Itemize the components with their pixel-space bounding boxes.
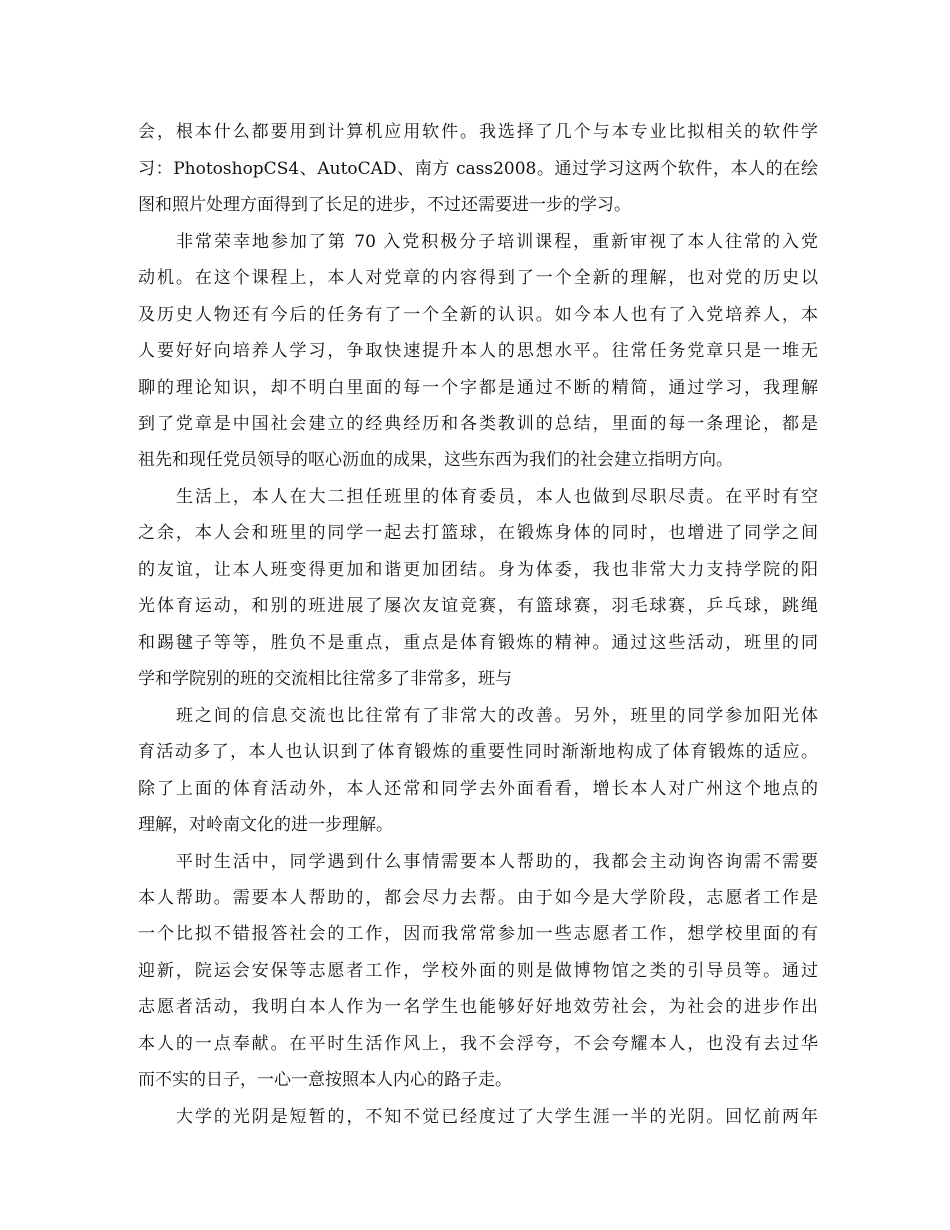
paragraph-first-line: 班之间的信息交流也比往常有了非常大的改善。另外，班里的同学参加阳光体 — [176, 706, 818, 726]
text-line: 本人的一点奉献。在平时生活作风上，我不会浮夸，不会夸耀本人，也没有去过华 — [138, 1034, 818, 1054]
text-line: 及历史人物还有今后的任务有了一个全新的认识。如今本人也有了入党培养人，本 — [138, 305, 818, 325]
text-line: 迎新，院运会安保等志愿者工作，学校外面的则是做博物馆之类的引导员等。通过 — [138, 961, 818, 981]
text-line: 志愿者活动，我明白本人作为一名学生也能够好好地效劳社会，为社会的进步作出 — [138, 997, 818, 1017]
paragraph-first-line: 非常荣幸地参加了第 70 入党积极分子培训课程，重新审视了本人往常的入党 — [176, 232, 818, 252]
text-line: 到了党章是中国社会建立的经典经历和各类教训的总结，里面的每一条理论，都是 — [138, 414, 818, 434]
text-line: 聊的理论知识，却不明白里面的每一个字都是通过不断的精简，通过学习，我理解 — [138, 378, 818, 398]
text-line: 动机。在这个课程上，本人对党章的内容得到了一个全新的理解，也对党的历史以 — [138, 268, 818, 288]
text-line: 本人帮助。需要本人帮助的，都会尽力去帮。由于如今是大学阶段，志愿者工作是 — [138, 888, 818, 908]
text-line: 育活动多了，本人也认识到了体育锻炼的重要性同时渐渐地构成了体育锻炼的适应。 — [138, 742, 818, 762]
text-line: 和踢毽子等等，胜负不是重点，重点是体育锻炼的精神。通过这些活动，班里的同 — [138, 633, 818, 653]
text-line: 光体育运动，和别的班进展了屡次友谊竞赛，有篮球赛，羽毛球赛，乒乓球，跳绳 — [138, 596, 818, 616]
text-line: 的友谊，让本人班变得更加和谐更加团结。身为体委，我也非常大力支持学院的阳 — [138, 560, 818, 580]
text-line: 一个比拟不错报答社会的工作，因而我常常参加一些志愿者工作，想学校里面的有 — [138, 924, 818, 944]
text-line: 除了上面的体育活动外，本人还常和同学去外面看看，增长本人对广州这个地点的 — [138, 779, 818, 799]
text-line: 之余，本人会和班里的同学一起去打篮球，在锻炼身体的同时，也增进了同学之间 — [138, 523, 818, 543]
text-line: 学和学院别的班的交流相比往常多了非常多，班与 — [138, 669, 512, 689]
text-line: 人要好好向培养人学习，争取快速提升本人的思想水平。往常任务党章只是一堆无 — [138, 341, 818, 361]
text-line: 理解，对岭南文化的进一步理解。 — [138, 815, 393, 835]
paragraph-first-line: 大学的光阴是短暂的，不知不觉已经度过了大学生涯一半的光阴。回忆前两年 — [176, 1107, 818, 1127]
paragraph-first-line: 平时生活中，同学遇到什么事情需要本人帮助的，我都会主动询咨询需不需要 — [176, 852, 818, 872]
text-line: 图和照片处理方面得到了长足的进步，不过还需要进一步的学习。 — [138, 195, 631, 215]
paragraph-first-line: 生活上，本人在大二担任班里的体育委员，本人也做到尽职尽责。在平时有空 — [176, 487, 818, 507]
text-line: 会，根本什么都要用到计算机应用软件。我选择了几个与本专业比拟相关的软件学 — [138, 122, 818, 142]
text-line: 习：PhotoshopCS4、AutoCAD、南方 cass2008。通过学习这两个软件，本人的在绘 — [138, 159, 818, 179]
text-line: 而不实的日子，一心一意按照本人内心的路子走。 — [138, 1070, 512, 1090]
text-line: 祖先和现任党员领导的呕心沥血的成果，这些东西为我们的社会建立指明方向。 — [138, 450, 733, 470]
